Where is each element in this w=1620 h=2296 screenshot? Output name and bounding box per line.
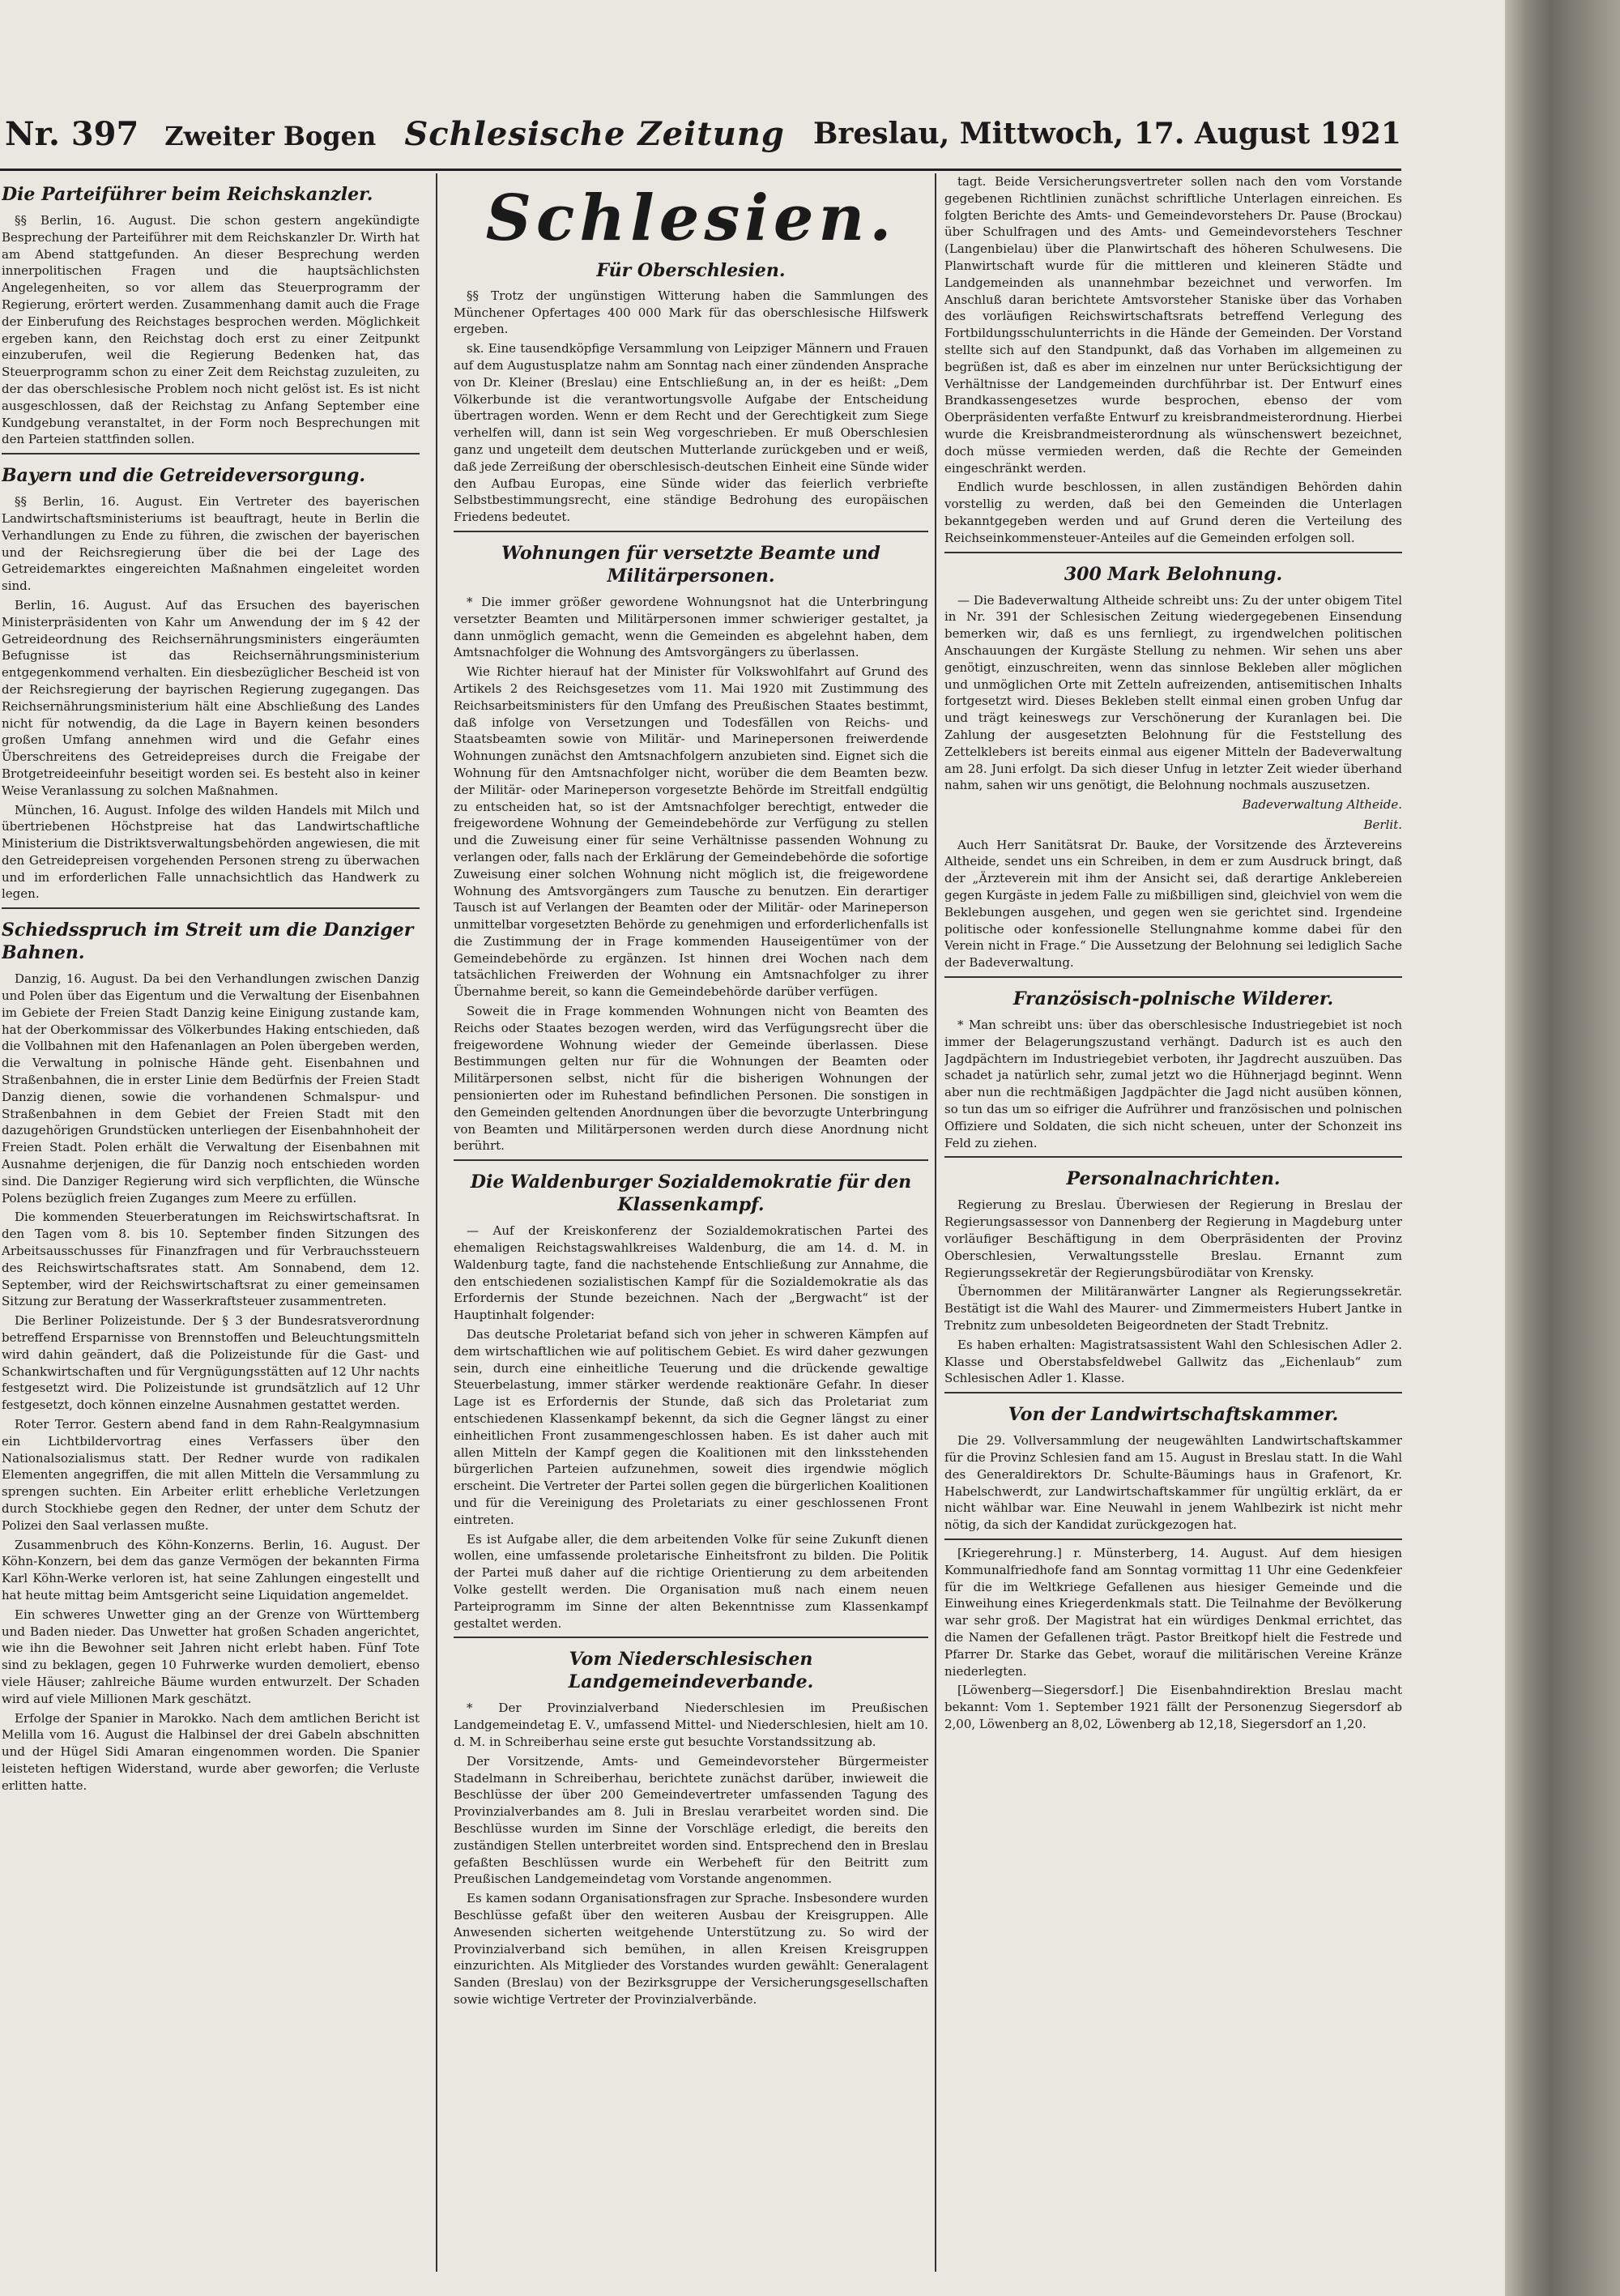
- article-heading: 300 Mark Belohnung.: [1064, 563, 1283, 585]
- article-paragraph: Übernommen der Militäranwärter Langner als Regierungssekretär. Bestätigt ist die Wahl des Maurer- und Zimmermeisters Hubert Jantke in Trebnitz zum unbesoldeten Beigeordneten der Stadt Trebnitz.: [944, 1284, 1402, 1334]
- issue-number: Nr. 397: [5, 114, 139, 153]
- article-paragraph: Erfolge der Spanier in Marokko. Nach dem amtlichen Bericht ist Melilla vom 16. August die Halbinsel der drei Gabeln abschnitten und der Hügel Sidi Amaran eingenommen worden. Die Spanier leisteten heftigen Widerstand, wurde aber geworfen; die Verluste erlitten hatte.: [2, 1710, 420, 1793]
- article-heading: Personalnachrichten.: [1066, 1168, 1281, 1190]
- article-paragraph: Es ist Aufgabe aller, die dem arbeitenden Volke für seine Zukunft dienen wollen, eine umfassende proletarische Einheitsfront zu bilden. Die Politik der Partei muß daher auf die richtige Orientierung zu dem arbeitenden Volke gestellt werden. Die Organisation muß nach einem neuen Parteiprogramm im Sinne der alten Bekenntnisse zum Klassenkampf gestaltet werden.: [454, 1531, 928, 1631]
- section-subtitle: Für Oberschlesien.: [596, 260, 786, 281]
- article-paragraph: Danzig, 16. August. Da bei den Verhandlungen zwischen Danzig und Polen über das Eigentum und die Verwaltung der Eisenbahnen im Gebiete der Freien Stadt Danzig keine Einigung zustande kam, hat der Oberkommissar des Völkerbundes Haking entschieden, daß die Vollbahnen mit den Hafenanlagen an Polen übergeben werden, die Verwaltung in polnische Hände geht. Eisenbahnen und Straßenbahnen, die in erster Linie dem Bedürfnis der Freien Stadt Danzig dienen, sowie die vorhandenen Schmalspur- und Straßenbahnen in dem Gebiet der Freien Stadt mit den dazugehörigen Grundstücken unterliegen der Eisenbahnhoheit der Freien Stadt. Polen erhält die Verwaltung der Eisenbahnen mit Ausnahme derjenigen, die für Danzig noch entschieden worden sind. Die Danziger Regierung wird sich verpflichten, die Wünsche Polens bezüglich freien Zuganges zum Meere zu erfüllen.: [2, 971, 420, 1206]
- masthead: [0, 105, 1401, 162]
- article-paragraph: Die kommenden Steuerberatungen im Reichswirtschaftsrat. In den Tagen vom 8. bis 10. September finden Sitzungen des Arbeitsausschusses für Finanzfragen und für Verbrauchssteuern des Reichswirtschaftsrates statt. Am Sonnabend, dem 12. September, wird der Reichswirtschaftsrat zu einer gemeinsamen Sitzung zur Beratung der Wasserkraftsteuer zusammentreten.: [2, 1210, 420, 1309]
- section-title: Schlesien.: [485, 181, 897, 255]
- article-paragraph: Das deutsche Proletariat befand sich von jeher in schweren Kämpfen auf dem wirtschaftlichen wie auf politischem Gebiet. Es wird daher gezwungen sein, durch eine einheitliche Teuerung und die drückende gewaltige Steuerbelastung, immer stärker werdende reaktionäre Gefahr. In dieser Lage ist es Erfordernis der Stunde, daß sich das Proletariat zum entschiedenen Klassenkampf bekennt, da sich die Gegner längst zu einer einheitlichen Front zusammengeschlossen haben. Es ist daher auch mit allen Mitteln der Kampf gegen die Koalitionen mit den linksstehenden bürgerlichen Parteien aufzunehmen, soweit dies irgendwie möglich erscheint. Die Vertreter der Partei sollen gegen die bürgerlichen Koalitionen und für die Vereinigung des Proletariats zu einer geschlossenen Front eintreten.: [454, 1327, 928, 1527]
- column-divider: [935, 173, 936, 2272]
- article-paragraph: München, 16. August. Infolge des wilden Handels mit Milch und übertriebenen Höchstpreise hat das Landwirtschaftliche Ministerium die Distriktsverwaltungsbehörden angewiesen, die mit den Getreidepreisen vorgehenden Personen streng zu überwachen und im erforderlichen Falle unnachsichtlich das Handwerk zu legen.: [2, 802, 420, 902]
- section-label: Zweiter Bogen: [164, 120, 377, 152]
- article-heading: Von der Landwirtschaftskammer.: [1008, 1404, 1339, 1426]
- article-paragraph: Berlin, 16. August. Auf das Ersuchen des bayerischen Ministerpräsidenten von Kahr um Anwendung der im § 42 der Getreideordnung des Reichsernährungsministers eingeräumten Befugnisse ist das Reichsernährungsministerium entgegenkommend verhalten. Ein diesbezüglicher Bescheid ist von der Reichsregierung der bayrischen Regierung zugegangen. Das Reichsernährungsministerium hält eine Abschließung des Landes nicht für notwendig, da die Lage in Bayern keinen besonders großen Umfang annehmen wird und die Gefahr eines Überschreitens des Getreidepreises durch die Freigabe der Brotgetreideeinfuhr beseitigt worden sei. Es besteht also in keiner Weise Veranlassung zu solchen Maßnahmen.: [2, 597, 420, 798]
- article-paragraph: * Der Provinzialverband Niederschlesien im Preußischen Landgemeindetag E. V., umfassend Mittel- und Niederschlesien, hielt am 10. d. M. in Schreiberhau seine erste gut besuchte Vorstandssitzung ab.: [454, 1701, 928, 1749]
- article-paragraph: Endlich wurde beschlossen, in allen zuständigen Behörden dahin vorstellig zu werden, daß bei den Gemeinden die Unterlagen bekanntgegeben werden und auf Grund deren die Verteilung des Reichseinkommensteuer-Anteiles auf die Gemeinden erfolgen soll.: [944, 480, 1402, 545]
- article-paragraph: Es kamen sodann Organisationsfragen zur Sprache. Insbesondere wurden Beschlüsse gefaßt über den weiteren Ausbau der Kreisgruppen. Alle Anwesenden sicherten weitgehende Unterstützung zu. So wird der Provinzialverband sich bemühen, in allen Kreisen Kreisgruppen einzurichten. Als Mitglieder des Vorstandes wurden gewählt: Generalagent Sanden (Breslau) von der Bezirksgruppe der Versicherungsgesellschaften sowie wichtige Vertreter der Provinzialverbände.: [454, 1891, 928, 2007]
- article-paragraph: * Man schreibt uns: über das oberschlesische Industriegebiet ist noch immer der Belagerungszustand verhängt. Dadurch ist es auch den Jagdpächtern im Industriegebiet verboten, ihr Jagdrecht auszuüben. Das schadet ja natürlich sehr, zumal jetzt wo die Hühnerjagd beginnt. Wenn aber nun die rechtmäßigen Jagdpächter die Jagd nicht ausüben können, so tun das um so eifriger die Aufrührer und französischen und polnischen Offiziere und Soldaten, die sich nicht scheuen, unter der Schonzeit ins Feld zu ziehen.: [944, 1018, 1402, 1150]
- article-heading: Französisch-polnische Wilderer.: [1013, 988, 1334, 1010]
- article-paragraph: [Löwenberg—Siegersdorf.] Die Eisenbahndirektion Breslau macht bekannt: Vom 1. September 1921 fällt der Personenzug Siegersdorf ab 2,00, Löwenberg an 8,02, Löwenberg ab 12,18, Siegersdorf an 1,20.: [944, 1683, 1402, 1731]
- article-divider: [944, 1392, 1402, 1393]
- masthead-rule: [0, 169, 1401, 171]
- article-heading: Wohnungen für versetzte Beamte und Militärpersonen.: [501, 542, 880, 587]
- article-paragraph: Zusammenbruch des Köhn-Konzerns. Berlin, 16. August. Der Köhn-Konzern, bei dem das ganze Vermögen der bekannten Firma Karl Köhn-Werke verloren ist, hat seine Zahlungen eingestellt und hat heute mittag beim Amtsgericht seine Liquidation angemeldet.: [2, 1537, 420, 1603]
- article-divider: [944, 1538, 1402, 1540]
- article-paragraph: Roter Terror. Gestern abend fand in dem Rahn-Realgymnasium ein Lichtbildervortrag eines Verfassers über den Nationalsozialismus statt. Der Redner wurde von radikalen Elementen angegriffen, die mit allen Mitteln die Versammlung zu sprengen suchten. Ein Arbeiter erlitt erhebliche Verletzungen durch Stockhiebe gegen den Redner, der unter dem Schutz der Polizei den Saal verlassen mußte.: [2, 1417, 420, 1533]
- article-paragraph: Regierung zu Breslau. Überwiesen der Regierung in Breslau der Regierungsassessor von Dannenberg der Regierung in Magdeburg unter vorläufiger Beschäftigung in dem Oberpräsidenten der Provinz Oberschlesien, Verwaltungsstelle Breslau. Ernannt zum Regierungssekretär der Regierungsbürodiätar von Krensky.: [944, 1197, 1402, 1280]
- dateline: Breslau, Mittwoch, 17. August 1921: [812, 117, 1401, 151]
- article-paragraph: Die 29. Vollversammlung der neugewählten Landwirtschaftskammer für die Provinz Schlesien fand am 15. August in Breslau statt. In die Wahl des Generaldirektors Dr. Schulte-Bäumings haus in Grafenort, Kr. Habelschwerdt, zur Landwirtschaftskammer für ungültig erklärt, da er nicht wählbar war. Eine Neuwahl in jenem Wahlbezirk ist nicht mehr nötig, da sich der Kandidat zurückgezogen hat.: [944, 1433, 1402, 1533]
- article-divider: [944, 1156, 1402, 1158]
- column-middle: [454, 173, 928, 2272]
- article-paragraph: [Kriegerehrung.] r. Münsterberg, 14. August. Auf dem hiesigen Kommunalfriedhofe fand am Sonntag vormittag 11 Uhr eine Gedenkfeier für die im Weltkriege Gefallenen aus hiesiger Gemeinde und die Einweihung eines Kriegerdenkmals statt. Die Teilnahme der Bevölkerung war sehr groß. Der Magistrat hat ein würdiges Denkmal errichtet, das die Namen der Gefallenen trägt. Pastor Breitkopf hielt die Festrede und Pfarrer Dr. Starke das Gebet, worauf die militärischen Vereine Kränze niederlegten.: [944, 1545, 1402, 1679]
- article-paragraph: Wie Richter hierauf hat der Minister für Volkswohlfahrt auf Grund des Artikels 2 des Reichsgesetzes vom 11. Mai 1920 mit Zustimmung des Reichsarbeitsministers für den Umfang des Preußischen Staates bestimmt, daß infolge von Versetzungen und Todesfällen von Reichs- und Staatsbeamten sowie von Militär- und Marinepersonen freiwerdende Wohnungen zunächst den Amtsnachfolgern anzubieten sind. Eignet sich die Wohnung für den Amtsnachfolger nicht, worüber die dem Beamten bezw. der Militär- oder Marineperson vorgesetzte Behörde im Streitfall endgültig zu entscheiden hat, so ist der Amtsnachfolger berechtigt, entweder die freigewordene Wohnung der Gemeindebehörde zur Verfügung zu stellen und die Zuweisung einer für seine Verhältnisse passenden Wohnung zu verlangen oder, falls nach der Erklärung der Gemeindebehörde die sofortige Zuweisung einer solchen Wohnung nicht möglich ist, die freigewordene Wohnung des Amtsvorgängers zum Tausche zu benutzen. Ein derartiger Tausch ist auf Verlangen der Beamten oder der Militär- oder Marineperson unmittelbar vorgesetzten Behörde zu genehmigen und erforderlichenfalls ist die Zustimmung der in Frage kommenden Hauseigentümer von der Gemeindebehörde zu ergänzen. Ist hinnen drei Wochen nach dem tatsächlichen Freiwerden der Wohnung ein Amtsnachfolger zu ihrer Übernahme bereit, so kann die Gemeindebehörde darüber verfügen.: [454, 664, 928, 1000]
- article-paragraph: Ein schweres Unwetter ging an der Grenze von Württemberg und Baden nieder. Das Unwetter hat großen Schaden angerichtet, wie ihn die Bewohner seit Jahren nicht erlebt haben. Fünf Tote sind zu beklagen, gegen 10 Fuhrwerke wurden demoliert, ebenso viele Häuser; zahlreiche Bäume wurden entwurzelt. Der Schaden wird auf viele Millionen Mark geschätzt.: [2, 1607, 420, 1706]
- article-heading: Vom Niederschlesischen Landgemeindeverbande.: [568, 1649, 814, 1693]
- article-heading: Bayern und die Getreideversorgung.: [2, 465, 366, 487]
- article-paragraph: Die Berliner Polizeistunde. Der § 3 der Bundesratsverordnung betreffend Ersparnisse von Brennstoffen und Beleuchtungsmitteln wird dahin geändert, daß die Polizeistunde für die Gast- und Schankwirtschaften und für Vergnügungsstätten auf 12 Uhr nachts festgesetzt wird. Die Polizeistunde ist grundsätzlich auf 12 Uhr festgesetzt, doch können einzelne Ausnahmen gestattet werden.: [2, 1313, 420, 1413]
- article-paragraph: §§ Trotz der ungünstigen Witterung haben die Sammlungen des Münchener Opfertages 400 000 Mark für das oberschlesische Hilfswerk ergeben.: [454, 288, 928, 337]
- article-paragraph: sk. Eine tausendköpfige Versammlung von Leipziger Männern und Frauen auf dem Augustusplatze nahm am Sonntag nach einer zündenden Ansprache von Dr. Kleiner (Breslau) eine Entschließung an, in der es heißt: „Dem Völkerbunde ist die verantwortungsvolle Aufgabe der Entscheidung übertragen worden. Wenn er dem Recht und der Gerechtigkeit zum Siege verhelfen will, dann ist sein Weg vorgeschrieben. Er muß Oberschlesien ganz und ungeteilt dem deutschen Mutterlande zurückgeben und er weiß, daß jede Zerreißung der oberschlesisch-deutschen Einheit eine Sünde wider den Aufbau Europas, eine Sünde wider das feierlich verbriefte Selbstbestimmungsrecht, eine ständige Bedrohung des europäischen Friedens bedeutet.: [454, 341, 928, 525]
- article-divider: [2, 907, 420, 909]
- article-paragraph: Soweit die in Frage kommenden Wohnungen nicht von Beamten des Reichs oder Staates bezogen werden, wird das Verfügungsrecht über die freigewordene Wohnung wieder der Gemeinde überlassen. Diese Bestimmungen gelten nur für die Wohnungen der Beamten oder Militärpersonen selbst, nicht für die bisherigen Wohnungen der pensionierten oder im Ruhestand befindlichen Personen. Die sonstigen in den Gemeinden geltenden Anordnungen über die bevorzugte Unterbringung von Beamten und Militärpersonen werden durch diese Anordnung nicht berührt.: [454, 1004, 928, 1154]
- book-binding-edge: [1505, 0, 1620, 2296]
- article-paragraph: §§ Berlin, 16. August. Die schon gestern angekündigte Besprechung der Parteiführer mit dem Reichskanzler Dr. Wirth hat am Abend stattgefunden. An dieser Besprechung werden innerpolitischen Fragen und die hauptsächlichsten Angelegenheiten, so vor allem das Steuerprogramm der Regierung, erörtert werden. Zusammenhang damit auch die Frage der Einberufung des Reichstages besprochen werden. Möglichkeit ergeben kann, den Reichstag doch erst zu einer Zeitpunkt einzuberufen, weil die Regierung Bedenken hat, das Steuerprogramm schon zu einer Zeit dem Reichstag zuzuleiten, zu der das oberschlesische Problem noch nicht gelöst ist. Es ist nicht ausgeschlossen, daß der Reichstag zu Anfang September eine Kundgebung veranstaltet, in der Form noch Besprechungen mit den Parteien stattfinden sollen.: [2, 213, 420, 447]
- article-divider: [454, 531, 928, 532]
- column-divider: [436, 173, 437, 2272]
- article-heading: Schiedsspruch im Streit um die Danziger Bahnen.: [2, 920, 414, 964]
- article-heading: Die Parteiführer beim Reichskanzler.: [2, 184, 373, 205]
- article-heading: Die Waldenburger Sozialdemokratie für den Klassenkampf.: [470, 1171, 912, 1216]
- article-paragraph: — Auf der Kreiskonferenz der Sozialdemokratischen Partei des ehemaligen Reichstagswahlkreises Waldenburg, die am 14. d. M. in Waldenburg tagte, fand die nachstehende Entschließung zur Annahme, die den entschiedenen sozialistischen Kampf für die Sozialdemokratie als das Erfordernis der Stunde bezeichnen. Nach der „Bergwacht“ ist der Hauptinhalt folgender:: [454, 1223, 928, 1323]
- article-divider: [454, 1637, 928, 1638]
- article-divider: [944, 552, 1402, 553]
- article-paragraph: Der Vorsitzende, Amts- und Gemeindevorsteher Bürgermeister Stadelmann in Schreiberhau, berichtete zunächst darüber, inwieweit die Beschlüsse der über 200 Gemeindevertreter umfassenden Tagung des Provinzialverbandes am 8. Juli in Breslau verarbeitet worden sind. Die Beschlüsse wurden im Sinne der Vorschläge erledigt, die bereits den zuständigen Stellen unterbreitet worden sind. Entsprechend den in Breslau gefaßten Beschlüssen wurde ein Werbeheft für den Beitritt zum Preußischen Landgemeindetag vom Vorstande angenommen.: [454, 1753, 928, 1887]
- column-right: [944, 173, 1402, 2272]
- article-divider: [2, 453, 420, 455]
- article-paragraph: Es haben erhalten: Magistratsassistent Wahl den Schlesischen Adler 2. Klasse und Oberstabsfeldwebel Gallwitz das „Eichenlaub“ zum Schlesischen Adler 1. Klasse.: [944, 1337, 1402, 1386]
- signature: Berlit.: [1363, 817, 1402, 832]
- article-paragraph: — Die Badeverwaltung Altheide schreibt uns: Zu der unter obigem Titel in Nr. 391 der Schlesischen Zeitung wiedergegebenen Einsendung bemerken wir, daß es uns fernliegt, zu irgendwelchen politischen Anschauungen der Kurgäste Stellung zu nehmen. Wir sehen uns aber genötigt, einzuschreiten, wenn das sinnlose Bekleben aller möglichen und unmöglichen Orte mit Zetteln aufreizenden, antisemitischen Inhalts fortgesetzt wird. Dieses Bekleben stellt einmal einen groben Unfug dar und trägt keineswegs zur Verschönerung der Kuranlagen bei. Die Zahlung der ausgesetzten Belohnung für die Feststellung des Zettelklebers ist bereits einmal aus eigener Mitteln der Badeverwaltung am 28. Juni erfolgt. Da sich dieser Unfug in letzter Zeit wieder überhand nahm, sahen wir uns genötigt, die Belohnung nochmals auszusetzen.: [944, 592, 1402, 793]
- article-divider: [944, 976, 1402, 978]
- issue-info: [0, 115, 376, 153]
- paper-name: Schlesische Zeitung: [404, 114, 785, 153]
- article-divider: [454, 1159, 928, 1161]
- article-paragraph: §§ Berlin, 16. August. Ein Vertreter des bayerischen Landwirtschaftsministeriums ist beauftragt, heute in Berlin die Verhandlungen zu Ende zu führen, die zwischen der bayerischen und der Reichsregierung über die bei der Lage des Getreidemarktes eingereichten Maßnahmen eingeleitet worden sind.: [2, 494, 420, 594]
- column-left: [2, 173, 420, 2272]
- signature: Badeverwaltung Altheide.: [1242, 797, 1402, 813]
- article-paragraph: tagt. Beide Versicherungsvertreter sollen nach den vom Vorstande gegebenen Richtlinien zunächst schriftliche Unterlagen einreichen. Es folgten Berichte des Amts- und Gemeindevorstehers Dr. Pause (Brockau) über Schulfragen und des Amts- und Gemeindevorstehers Teschner (Langenbielau) über die Planwirtschaft des höheren Schulwesens. Die Planwirtschaft wurde für die mittleren und kleineren Städte und Landgemeinden als unannehmbar bezeichnet und verworfen. Im Anschluß daran berichtete Amtsvorsteher Staniske über das Vorhaben des vorläufigen Reichswirtschaftsrats betreffend Verlegung des Fortbildungsschulunterrichts in die Hände der Gemeinden. Der Vorstand stellte sich auf den Standpunkt, daß das Vorhaben im allgemeinen zu begrüßen ist, daß es aber im einzelnen nur unter Berücksichtigung der Verhältnisse der Landgemeinden durchführbar ist. Der Entwurf eines Brandkassengesetzes wurde besprochen, ebenso der vom Oberpräsidenten verfaßte Entwurf zu kreisbrandmeisterordnung. Hierbei wurde die Kreisbrandmeisterordnung als wünschenswert bezeichnet, doch müsse vermieden werden, daß die Rechte der Gemeinden eingeschränkt werden.: [944, 174, 1402, 476]
- article-paragraph: Auch Herr Sanitätsrat Dr. Bauke, der Vorsitzende des Ärztevereins Altheide, sendet uns ein Schreiben, in dem er zum Ausdruck bringt, daß der „Ärzteverein mit ihm der Ansicht sei, daß derartige Anklebereien gegen Kurgäste in jedem Falle zu mißbilligen sind, gleichviel von wem die Beklebungen ausgehen, und gegen wen sie gerichtet sind. Irgendeine politische oder konfessionelle Stellungnahme komme dabei für den Verein nicht in Frage.“ Die Aussetzung der Belohnung sei lediglich Sache der Badeverwaltung.: [944, 837, 1402, 971]
- article-paragraph: * Die immer größer gewordene Wohnungsnot hat die Unterbringung versetzter Beamten und Militärpersonen immer schwieriger gestaltet, ja dann unmöglich gemacht, wenn die Gemeinden es abgelehnt haben, dem Amtsnachfolger die Wohnung des Amtsvorgängers zu überlassen.: [454, 594, 928, 660]
